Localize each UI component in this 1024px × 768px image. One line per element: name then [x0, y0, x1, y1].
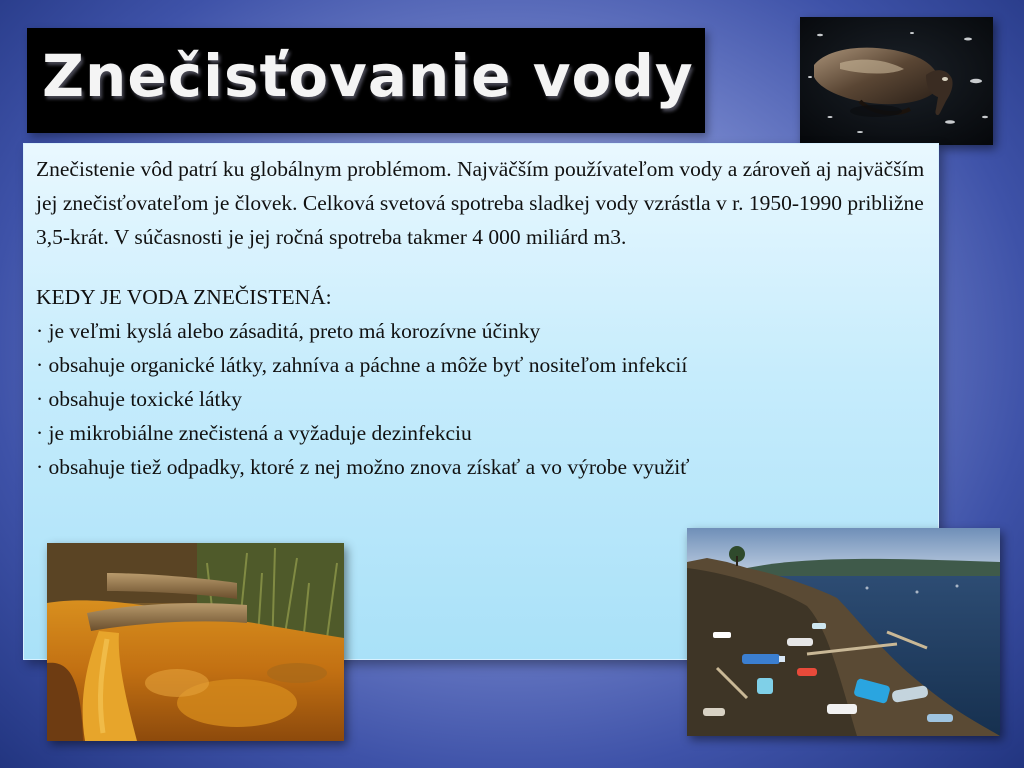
oil-covered-bird-photo — [800, 17, 993, 145]
title-box — [27, 28, 705, 133]
list-item: · obsahuje tiež odpadky, ktoré z nej možno znova získať a vo výrobe využiť — [36, 455, 690, 479]
section-heading: KEDY JE VODA ZNEČISTENÁ: — [36, 285, 332, 309]
list-item: · je mikrobiálne znečistená a vyžaduje dezinfekciu — [36, 421, 472, 445]
content-text — [36, 152, 931, 484]
polluted-shoreline-photo — [687, 528, 1000, 736]
list-item: · obsahuje organické látky, zahníva a páchne a môže byť nositeľom infekcií — [36, 353, 688, 377]
list-item: · obsahuje toxické látky — [36, 387, 242, 411]
intro-paragraph: Znečistenie vôd patrí ku globálnym problémom. Najväčším používateľom vody a zároveň aj najväčším jej znečisťovateľom je človek. Celková svetová spotreba sladkej vody vzrástla v r. 1950-1990 približne 3,5-krát. V súčasnosti je jej ročná spotreba takmer 4 000 miliárd m3. — [36, 157, 925, 249]
list-item: · je veľmi kyslá alebo zásaditá, preto má korozívne účinky — [36, 319, 541, 343]
paragraph-spacer — [36, 254, 931, 280]
bullet-list — [36, 314, 931, 484]
slide-title: Znečisťovanie vody — [42, 42, 694, 110]
orange-polluted-outflow-photo — [47, 543, 344, 741]
